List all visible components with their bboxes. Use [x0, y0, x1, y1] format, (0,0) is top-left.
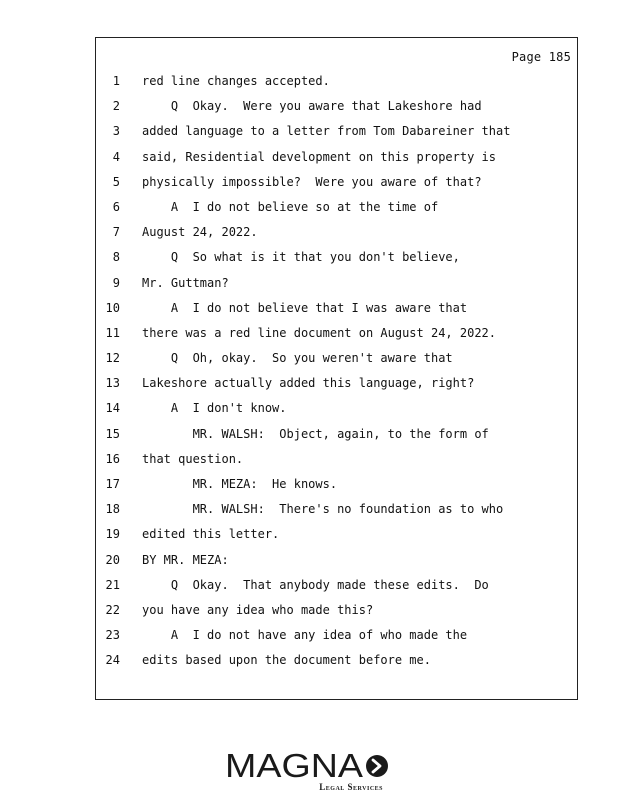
- line-number: 24: [105, 653, 120, 668]
- line-number: 21: [105, 577, 120, 592]
- line-number: 9: [112, 275, 120, 290]
- transcript-line: [96, 195, 577, 220]
- transcript-line: [96, 573, 577, 598]
- transcript-line: [96, 94, 577, 119]
- line-number: 15: [105, 426, 120, 441]
- line-text: Q Okay. That anybody made these edits. Do: [142, 577, 489, 592]
- line-text: added language to a letter from Tom Dabareiner that: [142, 124, 511, 139]
- line-text: Mr. Guttman?: [142, 275, 229, 290]
- line-text: Q So what is it that you don't believe,: [142, 250, 460, 265]
- line-text: BY MR. MEZA:: [142, 552, 229, 567]
- transcript-line: [96, 396, 577, 421]
- transcript-line: [96, 170, 577, 195]
- page-number: Page 185: [511, 50, 571, 64]
- line-number: 16: [105, 451, 120, 466]
- transcript-line: [96, 145, 577, 170]
- line-text: that question.: [142, 451, 244, 466]
- transcript-line: [96, 296, 577, 321]
- transcript-line: [96, 497, 577, 522]
- line-number: 5: [112, 174, 120, 189]
- transcript-line: [96, 371, 577, 396]
- line-text: Q Oh, okay. So you weren't aware that: [142, 351, 453, 366]
- line-text: MR. WALSH: Object, again, to the form of: [142, 426, 489, 441]
- line-number: 3: [112, 124, 120, 139]
- line-text: A I don't know.: [142, 401, 287, 416]
- line-text: MR. MEZA: He knows.: [142, 477, 338, 491]
- line-text: MR. WALSH: There's no foundation as to who: [142, 502, 504, 517]
- line-number: 17: [105, 477, 120, 491]
- line-text: A I do not believe that I was aware that: [142, 300, 468, 315]
- line-text: Lakeshore actually added this language, right?: [142, 376, 475, 391]
- transcript-line: [96, 598, 577, 623]
- line-number: 23: [105, 628, 120, 643]
- logo-name: MAGNA: [225, 747, 363, 784]
- line-number: 4: [112, 149, 120, 164]
- line-number: 7: [112, 225, 120, 240]
- line-text: Q Okay. Were you aware that Lakeshore had: [142, 99, 482, 114]
- line-text: red line changes accepted.: [142, 74, 330, 88]
- transcript-line: [96, 69, 577, 94]
- line-number: 6: [112, 199, 120, 214]
- transcript-line: [96, 422, 577, 447]
- logo-tagline: Legal Services: [319, 782, 383, 792]
- line-text: edits based upon the document before me.: [142, 653, 431, 668]
- line-number: 11: [105, 325, 120, 340]
- transcript-line: [96, 119, 577, 144]
- transcript-line: [96, 245, 577, 270]
- line-number: 1: [112, 74, 120, 88]
- line-text: A I do not have any idea of who made the: [142, 628, 468, 643]
- line-text: edited this letter.: [142, 527, 280, 542]
- transcript-line: [96, 447, 577, 472]
- transcript-line: [96, 548, 577, 573]
- transcript-line: [96, 648, 577, 673]
- line-text: there was a red line document on August 24, 2022.: [142, 325, 497, 340]
- transcript-line: [96, 472, 577, 497]
- line-number: 14: [105, 401, 120, 416]
- line-number: 12: [105, 351, 120, 366]
- magna-logo-graphic: [219, 746, 399, 794]
- line-number: 22: [105, 602, 120, 617]
- line-number: 8: [112, 250, 120, 265]
- line-number: 10: [105, 300, 120, 315]
- transcript-line: [96, 346, 577, 371]
- transcript-line: [96, 522, 577, 547]
- transcript-line: [96, 220, 577, 245]
- transcript-line: [96, 321, 577, 346]
- line-text: A I do not believe so at the time of: [142, 199, 439, 214]
- transcript-page: [95, 37, 578, 700]
- line-text: you have any idea who made this?: [142, 602, 374, 617]
- magna-logo: [0, 746, 618, 794]
- line-text: said, Residential development on this property is: [142, 149, 497, 164]
- line-text: physically impossible? Were you aware of that?: [142, 174, 482, 189]
- line-text: August 24, 2022.: [142, 225, 258, 240]
- line-number: 18: [105, 502, 120, 517]
- transcript-lines: [96, 69, 577, 674]
- line-number: 2: [112, 99, 120, 114]
- line-number: 13: [105, 376, 120, 391]
- transcript-line: [96, 271, 577, 296]
- line-number: 19: [105, 527, 120, 542]
- line-number: 20: [105, 552, 120, 567]
- transcript-line: [96, 623, 577, 648]
- chevron-right-circle-icon: [366, 755, 388, 777]
